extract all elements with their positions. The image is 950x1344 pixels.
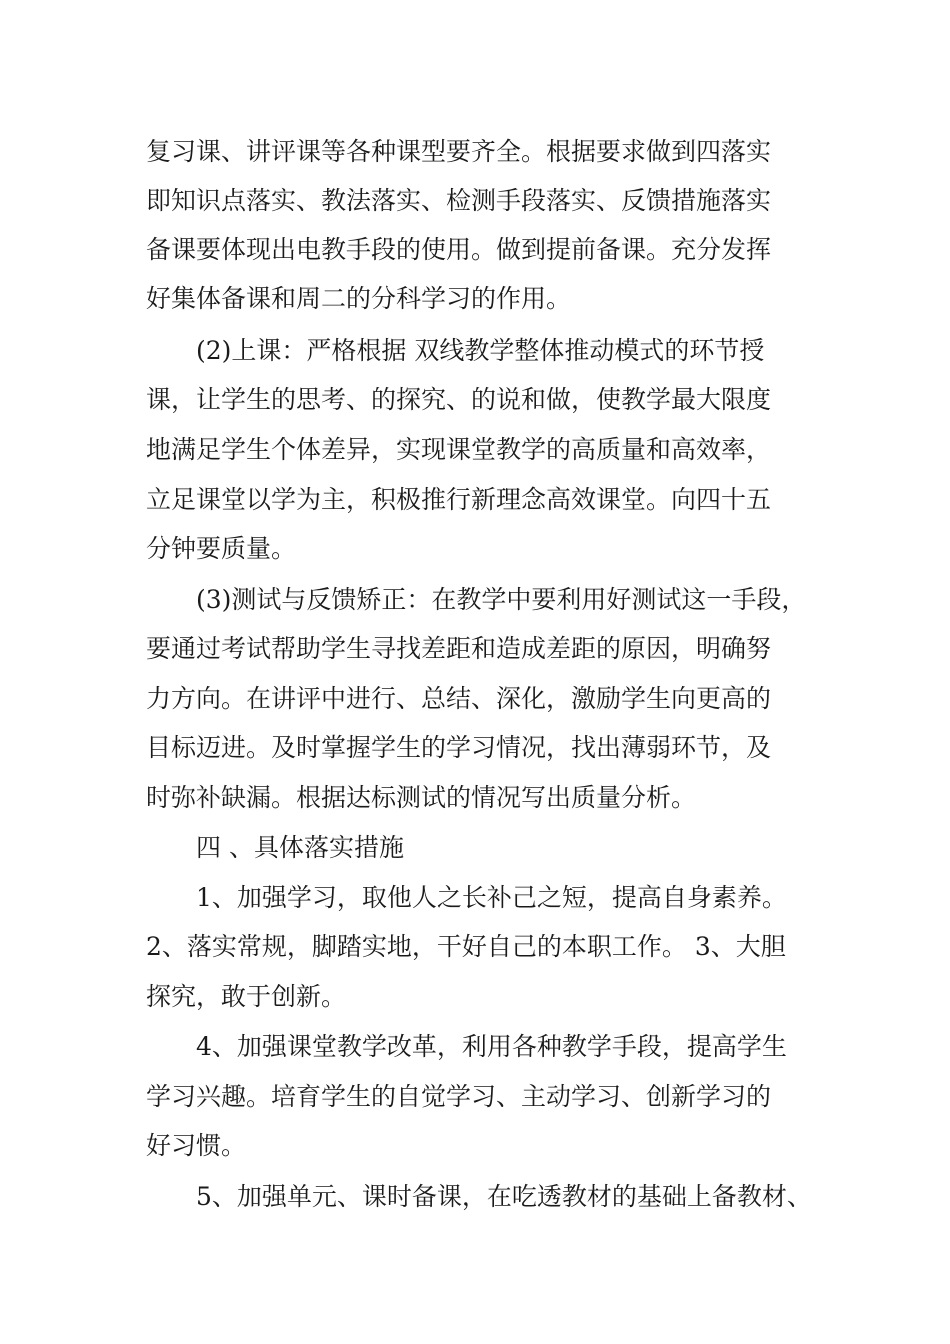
measure-5-first-line: 5、加强单元、课时备课，在吃透教材的基础上备教材、 [196,1182,812,1211]
paragraph-2-first-line: (2)上课：严格根据 双线教学整体推动模式的环节授 [196,336,765,365]
text-line: 探究，敢于创新。 [146,982,347,1011]
text-line: 好集体备课和周二的分科学习的作用。 [146,284,572,313]
text-line: 即知识点落实、教法落实、检测手段落实、反馈措施落实 [146,186,772,215]
section-heading: 四 、具体落实措施 [196,833,404,862]
text-line: 立足课堂以学为主，积极推行新理念高效课堂。向四十五 [146,485,772,514]
text-line: 2、落实常规，脚踏实地，干好自己的本职工作。 3、大胆 [146,932,786,961]
text-line: 复习课、讲评课等各种课型要齐全。根据要求做到四落实 [146,137,772,166]
text-line: 课，让学生的思考、的探究、的说和做，使教学最大限度 [146,385,772,414]
text-line: 分钟要质量。 [146,534,297,563]
text-line: 目标迈进。及时掌握学生的学习情况，找出薄弱环节，及 [146,733,772,762]
measure-4-first-line: 4、加强课堂教学改革，利用各种教学手段，提高学生 [196,1032,787,1061]
text-line: 地满足学生个体差异，实现课堂教学的高质量和高效率， [146,435,772,464]
text-line: 备课要体现出电教手段的使用。做到提前备课。充分发挥 [146,235,772,264]
text-line: 力方向。在讲评中进行、总结、深化，激励学生向更高的 [146,684,772,713]
text-line: 好习惯。 [146,1131,247,1160]
paragraph-3-first-line: (3)测试与反馈矫正：在教学中要利用好测试这一手段， [196,585,807,614]
text-line: 学习兴趣。培育学生的自觉学习、主动学习、创新学习的 [146,1082,772,1111]
measure-1-line: 1、加强学习，取他人之长补己之短，提高自身素养。 [196,883,787,912]
text-line: 时弥补缺漏。根据达标测试的情况写出质量分析。 [146,783,697,812]
text-line: 要通过考试帮助学生寻找差距和造成差距的原因，明确努 [146,634,772,663]
